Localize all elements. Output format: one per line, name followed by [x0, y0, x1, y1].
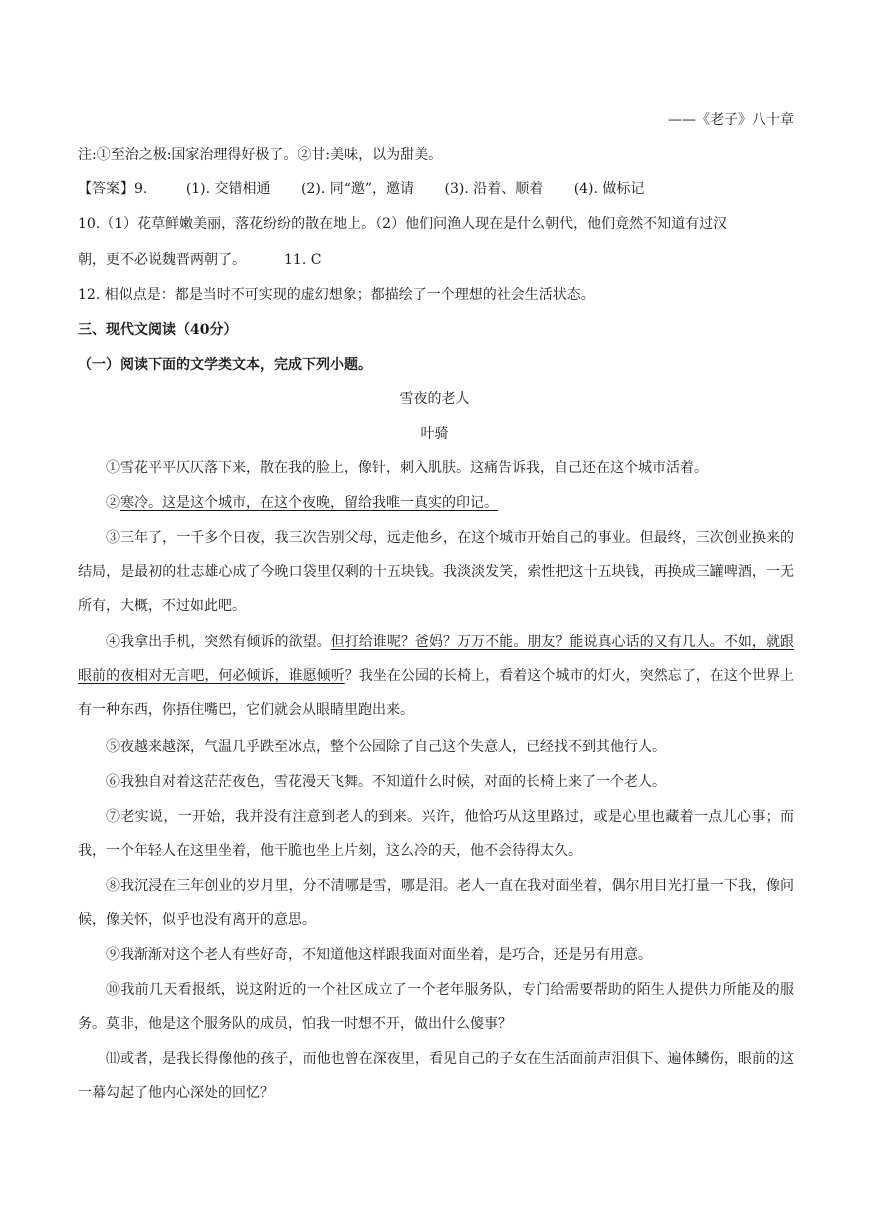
answer-9-item: (2). 同“邀”，邀请 — [301, 181, 415, 197]
answer-9-line — [78, 179, 794, 199]
story-paragraph-9: ⑨我渐渐对这个老人有些好奇，不知道他这样跟我面对面坐着，是巧合，还是另有用意。 — [106, 947, 652, 963]
answer-10-continuation: 朝，更不必说魏晋两朝了。 — [78, 252, 246, 268]
answer-11: 11. C — [284, 252, 322, 268]
answer-10-line-2 — [78, 250, 794, 270]
story-paragraph-4 — [78, 625, 794, 727]
answer-9-item: (1). 交错相通 — [185, 181, 271, 197]
answer-9-item: (4). 做标记 — [573, 181, 645, 197]
story-paragraph-3: ③三年了，一千多个日夜，我三次告别父母，远走他乡，在这个城市开始自己的事业。但最终，三次创业换来的结局，是最初的壮志雄心成了今晚口袋里仅剩的十五块钱。我淡淡发笑，索性把这十五块钱，再换成三罐啤酒，一无所有，大概，不过如此吧。 — [78, 530, 794, 614]
underlined-sentence: 但打给谁呢？爸妈？万万不能。朋友？能说真心话的又有几人。不如，就跟眼前的夜相对无言吧，何必倾诉，谁愿倾听 — [78, 634, 795, 684]
story-paragraph-1: ①雪花平平仄仄落下来，散在我的脸上，像针，刺入肌肤。这痛告诉我，自己还在这个城市活着。 — [106, 460, 708, 476]
subsection-heading: （一）阅读下面的文学类文本，完成下列小题。 — [78, 357, 372, 373]
answer-12: 12. 相似点是：都是当时不可实现的虚幻想象；都描绘了一个理想的社会生活状态。 — [78, 287, 595, 303]
section-heading: 三、现代文阅读（40分） — [78, 322, 238, 338]
story-paragraph-5: ⑤夜越来越深，气温几乎跌至冰点，整个公园除了自己这个失意人，已经找不到其他行人。 — [106, 739, 666, 755]
story-paragraph-2 — [78, 486, 794, 520]
annotation-note: 注:①至治之极:国家治理得好极了。②甘:美味，以为甜美。 — [78, 147, 443, 163]
story-paragraph-7: ⑦老实说，一开始，我并没有注意到老人的到来。兴许，他恰巧从这里路过，或是心里也藏着一点儿心事；而我，一个年轻人在这里坐着，他干脆也坐上片刻，这么冷的天，他不会待得太久。 — [78, 809, 794, 859]
paragraph-number: ② — [106, 495, 120, 511]
answer-tag: 【答案】9. — [78, 181, 148, 197]
underlined-sentence: 寒冷。这是这个城市，在这个夜晚，留给我唯一真实的印记。 — [120, 495, 498, 511]
story-paragraph-10: ⑩我前几天看报纸，说这附近的一个社区成立了一个老年服务队，专门给需要帮助的陌生人提供力所能及的服务。莫非，他是这个服务队的成员，怕我一时想不开，做出什么傻事？ — [78, 982, 794, 1032]
story-title: 雪夜的老人 — [399, 391, 470, 407]
answer-9-item: (3). 沿着、顺着 — [444, 181, 544, 197]
source-attribution: ——《老子》八十章 — [668, 112, 794, 128]
story-paragraph-6: ⑥我独自对着这茫茫夜色，雪花漫天飞舞。不知道什么时候，对面的长椅上来了一个老人。 — [106, 774, 666, 790]
story-author: 叶骑 — [420, 426, 449, 442]
paragraph-lead: ④我拿出手机，突然有倾诉的欲望。 — [106, 634, 331, 650]
paragraph-tail: ？我坐在公园的长椅上，看着这个城市的灯火，突然忘了，在这个世界上有一种东西，你捂住嘴巴，它们就会从眼睛里跑出来。 — [78, 668, 795, 718]
answer-10-line-1: 10.（1）花草鲜嫩美丽，落花纷纷的散在地上。（2）他们问渔人现在是什么朝代，他们竟然不知道有过汉 — [78, 216, 728, 232]
story-paragraph-8: ⑧我沉浸在三年创业的岁月里，分不清哪是雪，哪是泪。老人一直在我对面坐着，偶尔用目光打量一下我，像问候，像关怀，似乎也没有离开的意思。 — [78, 878, 794, 928]
story-paragraph-11: ⑾或者，是我长得像他的孩子，而他也曾在深夜里，看见自己的子女在生活面前声泪俱下、遍体鳞伤，眼前的这一幕勾起了他内心深处的回忆？ — [78, 1051, 794, 1101]
